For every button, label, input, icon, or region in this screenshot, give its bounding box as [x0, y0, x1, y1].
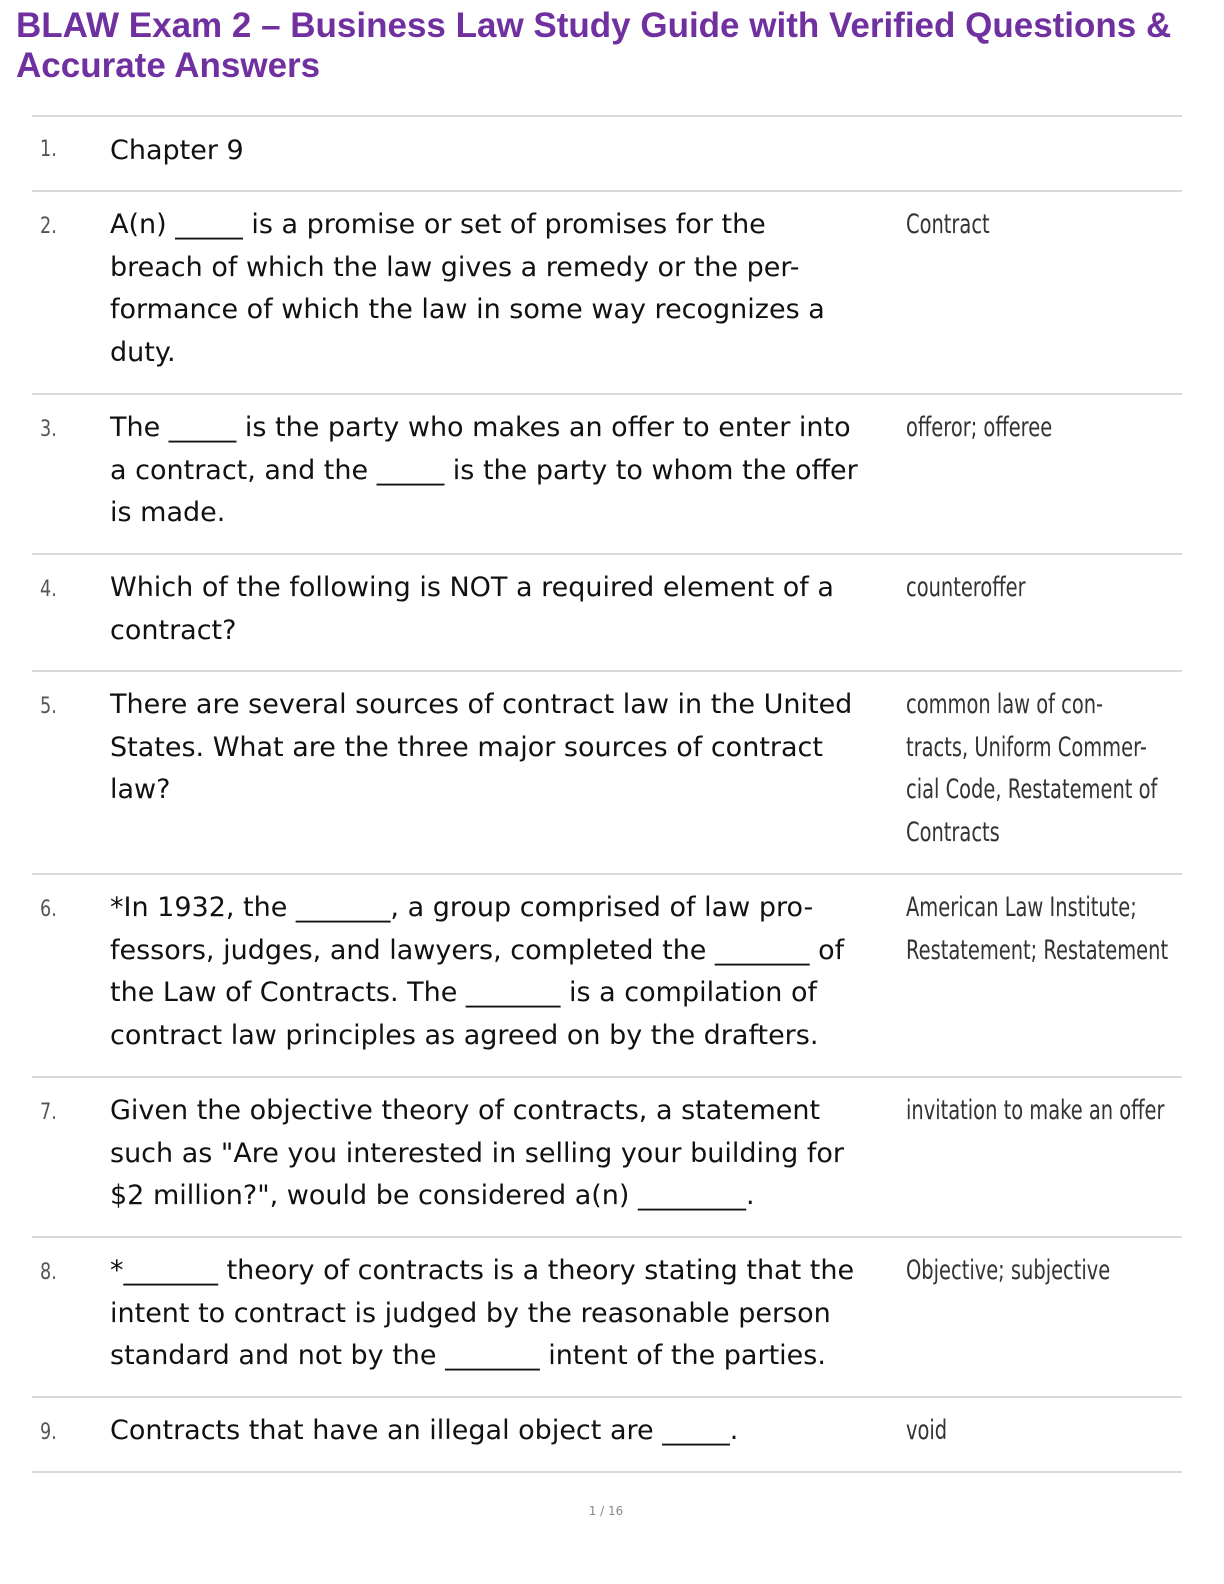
- question-line: There are several sources of contract law in the United: [110, 689, 853, 720]
- answer-line: invitation to make an offer: [906, 1095, 1165, 1126]
- answer-line: tracts, Uniform Commer-: [906, 731, 1147, 763]
- item-number: 3.: [40, 417, 57, 442]
- answer-line: American Law Institute;: [906, 892, 1137, 923]
- question-text: [110, 567, 900, 652]
- question-line: intent to contract is judged by the reasonable person: [110, 1297, 831, 1329]
- answer-line: Objective; subjective: [906, 1255, 1111, 1286]
- qa-list: [32, 115, 1182, 1473]
- question-text: [110, 1250, 900, 1378]
- question-line: contract?: [110, 614, 237, 646]
- answer-line: counteroffer: [906, 572, 1026, 603]
- item-number: 8.: [40, 1260, 57, 1285]
- answer-text: [906, 1250, 1110, 1293]
- answer-line: void: [906, 1415, 948, 1446]
- answer-line: Contract: [906, 209, 990, 240]
- question-line: States. What are the three major sources of contract: [110, 731, 823, 763]
- answer-line: Restatement; Restatement: [906, 934, 1169, 966]
- question-text: [110, 1090, 900, 1218]
- qa-row: [32, 672, 1182, 875]
- answer-line: common law of con-: [906, 689, 1104, 720]
- question-line: Contracts that have an illegal object are _____.: [110, 1415, 739, 1446]
- document-title: [16, 6, 1211, 86]
- item-number: 4.: [40, 577, 57, 602]
- question-line: The _____ is the party who makes an offer to enter into: [110, 412, 851, 443]
- answer-text: [906, 887, 1168, 972]
- answer-line: offeror; offeree: [906, 412, 1053, 443]
- question-line: *_______ theory of contracts is a theory stating that the: [110, 1255, 855, 1286]
- item-number: 7.: [40, 1100, 57, 1125]
- item-number: 5.: [40, 694, 57, 719]
- qa-row: [32, 555, 1182, 672]
- question-line: duty.: [110, 337, 176, 369]
- qa-row: [32, 1078, 1182, 1238]
- question-text: [110, 1410, 900, 1453]
- question-line: Which of the following is NOT a required element of a: [110, 572, 834, 603]
- question-line: contract law principles as agreed on by the drafters.: [110, 1020, 819, 1052]
- question-text: [110, 684, 900, 812]
- question-text: [110, 407, 900, 535]
- qa-row: [32, 1398, 1182, 1473]
- answer-text: [906, 1410, 947, 1453]
- question-line: such as "Are you interested in selling your building for: [110, 1137, 844, 1169]
- question-line: Given the objective theory of contracts, a statement: [110, 1095, 821, 1126]
- question-line: the Law of Contracts. The _______ is a compilation of: [110, 977, 817, 1009]
- answer-text: [906, 407, 1052, 450]
- question-line: Chapter 9: [110, 135, 244, 166]
- question-line: fessors, judges, and lawyers, completed the _______ of: [110, 934, 845, 966]
- question-line: *In 1932, the _______, a group comprised of law pro-: [110, 892, 814, 923]
- qa-row: [32, 117, 1182, 192]
- question-line: is made.: [110, 497, 226, 529]
- answer-line: Contracts: [906, 817, 1000, 849]
- qa-row: [32, 875, 1182, 1078]
- question-text: [110, 130, 900, 173]
- page-number: 1 / 16: [588, 1504, 624, 1518]
- question-text: [110, 887, 900, 1058]
- answer-line: cial Code, Restatement of: [906, 774, 1158, 806]
- qa-row: [32, 1238, 1182, 1398]
- item-number: 1.: [40, 137, 57, 162]
- item-number: 9.: [40, 1420, 57, 1445]
- question-line: a contract, and the _____ is the party to whom the offer: [110, 454, 858, 486]
- question-line: A(n) _____ is a promise or set of promises for the: [110, 209, 766, 240]
- answer-text: [906, 684, 1157, 855]
- question-text: [110, 204, 900, 375]
- question-line: standard and not by the _______ intent of the parties.: [110, 1340, 826, 1372]
- title-line-2: Accurate Answers: [16, 46, 321, 85]
- item-number: 2.: [40, 214, 57, 239]
- title-line-1: BLAW Exam 2 – Business Law Study Guide with Verified Questions &: [16, 6, 1172, 45]
- qa-row: [32, 395, 1182, 555]
- item-number: 6.: [40, 897, 57, 922]
- answer-text: [906, 567, 1026, 610]
- answer-text: [906, 1090, 1164, 1133]
- question-line: breach of which the law gives a remedy or the per-: [110, 251, 800, 283]
- question-line: formance of which the law in some way recognizes a: [110, 294, 825, 326]
- qa-row: [32, 192, 1182, 395]
- answer-text: [906, 204, 990, 247]
- question-line: law?: [110, 774, 171, 806]
- question-line: $2 million?", would be considered a(n) ________.: [110, 1180, 755, 1212]
